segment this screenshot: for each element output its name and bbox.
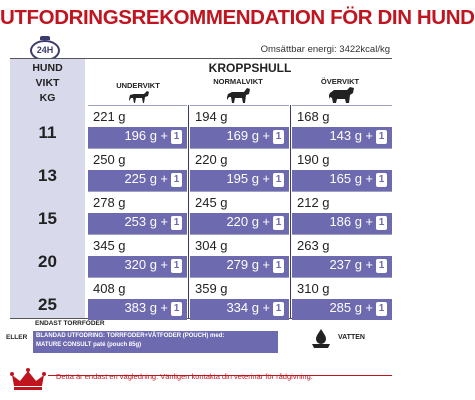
water-bowl-icon bbox=[310, 327, 332, 349]
table-cell bbox=[88, 148, 187, 192]
weight-value: 15 bbox=[38, 209, 57, 228]
pouch-icon: 1 bbox=[376, 173, 387, 187]
plus-sign: + bbox=[160, 171, 168, 186]
pouch-icon: 1 bbox=[376, 130, 387, 144]
page-title: UTFODRINGSREKOMMENDATION FÖR DIN HUND bbox=[0, 6, 475, 29]
table-cell bbox=[88, 191, 187, 235]
dry-food-amount: 220 g bbox=[195, 152, 228, 167]
dry-food-amount: 245 g bbox=[195, 195, 228, 210]
pouch-icon: 1 bbox=[376, 259, 387, 273]
royal-canin-crown-logo bbox=[8, 366, 48, 392]
table-cell bbox=[292, 105, 392, 149]
weight-value: 13 bbox=[38, 166, 57, 185]
weight-header-line-3: KG bbox=[39, 92, 56, 104]
thin-dog-icon bbox=[128, 90, 150, 104]
mixed-food-amount: 196 g bbox=[124, 128, 157, 143]
weight-header bbox=[10, 61, 85, 106]
dry-food-amount: 278 g bbox=[93, 195, 126, 210]
plus-sign: + bbox=[262, 300, 270, 315]
pouch-icon: 1 bbox=[171, 259, 182, 273]
weight-value: 20 bbox=[38, 252, 57, 271]
plus-sign: + bbox=[365, 214, 373, 229]
legend-or: ELLER bbox=[6, 334, 28, 341]
dry-food-amount: 212 g bbox=[297, 195, 330, 210]
dry-food-amount: 221 g bbox=[93, 109, 126, 124]
weight-header-line-2: VIKT bbox=[35, 77, 60, 89]
plus-sign: + bbox=[365, 171, 373, 186]
table-cell bbox=[190, 234, 289, 278]
weight-header-line-1: HUND bbox=[32, 62, 63, 74]
dry-food-amount: 194 g bbox=[195, 109, 228, 124]
legend-mixed-line-2: MATURE CONSULT paté (pouch 85g) bbox=[36, 342, 142, 348]
table-cell bbox=[190, 277, 289, 321]
mixed-food-amount: 383 g bbox=[124, 300, 157, 315]
table-cell bbox=[292, 148, 392, 192]
body-condition-header: KROPPSHULL bbox=[208, 61, 292, 75]
mixed-food-amount: 220 g bbox=[226, 214, 259, 229]
column-underweight bbox=[88, 105, 187, 318]
legend-water: VATTEN bbox=[338, 334, 365, 341]
table-cell bbox=[292, 234, 392, 278]
table-cell bbox=[88, 234, 187, 278]
column-divider bbox=[188, 105, 189, 318]
normal-dog-icon bbox=[226, 87, 252, 104]
plus-sign: + bbox=[160, 214, 168, 229]
mixed-food-amount: 279 g bbox=[226, 257, 259, 272]
legend-mixed-box bbox=[33, 331, 278, 353]
pouch-icon: 1 bbox=[273, 130, 284, 144]
legend-mixed-line-1: BLANDAD UTFODRING: TORRFODER+VÅTFODER (POUCH) med: bbox=[36, 333, 225, 339]
pouch-icon: 1 bbox=[273, 259, 284, 273]
table-cell bbox=[190, 105, 289, 149]
mixed-food-amount: 320 g bbox=[124, 257, 157, 272]
legend bbox=[0, 320, 400, 360]
feeding-table bbox=[10, 58, 392, 319]
pouch-icon: 1 bbox=[171, 173, 182, 187]
overweight-dog-icon bbox=[328, 86, 356, 104]
weight-value: 11 bbox=[38, 123, 57, 142]
mixed-food-amount: 334 g bbox=[226, 300, 259, 315]
plus-sign: + bbox=[365, 300, 373, 315]
plus-sign: + bbox=[262, 171, 270, 186]
weight-value: 25 bbox=[38, 295, 57, 314]
dry-food-amount: 168 g bbox=[297, 109, 330, 124]
dry-food-amount: 190 g bbox=[297, 152, 330, 167]
table-cell bbox=[292, 277, 392, 321]
column-normal bbox=[190, 105, 289, 318]
disclaimer: Detta är endast en vägledning. Vänligen kontakta din veterinär för rådgivning. bbox=[56, 372, 313, 381]
table-cell bbox=[88, 277, 187, 321]
plus-sign: + bbox=[262, 214, 270, 229]
dry-food-amount: 359 g bbox=[195, 281, 228, 296]
column-overweight bbox=[292, 105, 392, 318]
pouch-icon: 1 bbox=[376, 302, 387, 316]
weight-column bbox=[10, 59, 85, 318]
table-cell bbox=[190, 148, 289, 192]
pouch-icon: 1 bbox=[171, 216, 182, 230]
dry-food-amount: 263 g bbox=[297, 238, 330, 253]
plus-sign: + bbox=[262, 257, 270, 272]
mixed-food-amount: 186 g bbox=[329, 214, 362, 229]
plus-sign: + bbox=[160, 257, 168, 272]
plus-sign: + bbox=[262, 128, 270, 143]
mixed-food-amount: 195 g bbox=[226, 171, 259, 186]
mixed-food-amount: 285 g bbox=[329, 300, 362, 315]
pouch-icon: 1 bbox=[273, 173, 284, 187]
table-cell bbox=[292, 191, 392, 235]
plus-sign: + bbox=[160, 300, 168, 315]
column-header-overweight: ÖVERVIKT bbox=[320, 77, 360, 86]
mixed-food-amount: 169 g bbox=[226, 128, 259, 143]
table-cell bbox=[190, 191, 289, 235]
column-header-normal: NORMALVIKT bbox=[213, 77, 263, 86]
energy-label: Omsättbar energi: 3422kcal/kg bbox=[260, 44, 390, 55]
column-header-underweight: UNDERVIKT bbox=[116, 81, 160, 90]
mixed-food-amount: 225 g bbox=[124, 171, 157, 186]
pouch-icon: 1 bbox=[376, 216, 387, 230]
pouch-icon: 1 bbox=[273, 302, 284, 316]
dry-food-amount: 310 g bbox=[297, 281, 330, 296]
plus-sign: + bbox=[160, 128, 168, 143]
plus-sign: + bbox=[365, 128, 373, 143]
plus-sign: + bbox=[365, 257, 373, 272]
pouch-icon: 1 bbox=[273, 216, 284, 230]
dry-food-amount: 250 g bbox=[93, 152, 126, 167]
dry-food-amount: 408 g bbox=[93, 281, 126, 296]
mixed-food-amount: 143 g bbox=[329, 128, 362, 143]
dry-food-amount: 345 g bbox=[93, 238, 126, 253]
pouch-icon: 1 bbox=[171, 130, 182, 144]
mixed-food-amount: 237 g bbox=[329, 257, 362, 272]
mixed-food-amount: 253 g bbox=[124, 214, 157, 229]
legend-dry-only: ENDAST TORRFODER bbox=[35, 320, 105, 327]
clock-24h-icon: 24H bbox=[30, 40, 60, 61]
mixed-food-amount: 165 g bbox=[329, 171, 362, 186]
dry-food-amount: 304 g bbox=[195, 238, 228, 253]
table-cell bbox=[88, 105, 187, 149]
column-divider bbox=[290, 105, 291, 318]
pouch-icon: 1 bbox=[171, 302, 182, 316]
